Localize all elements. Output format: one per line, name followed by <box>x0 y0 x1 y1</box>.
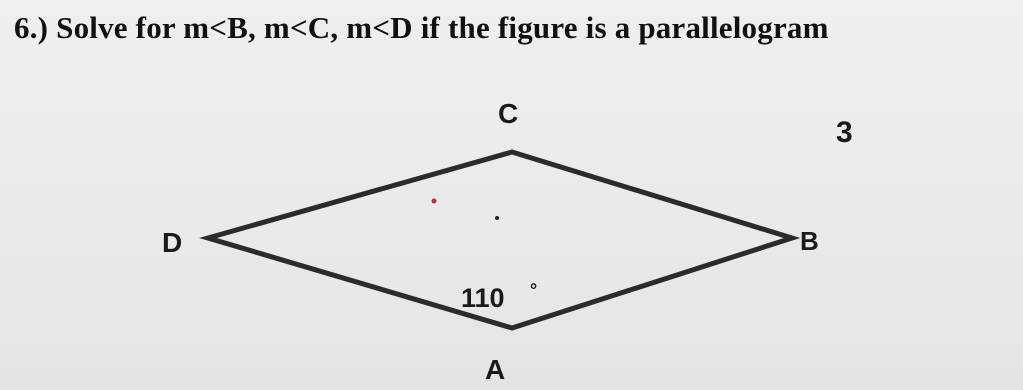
vertex-label-a: A <box>485 354 506 385</box>
vertex-label-c: C <box>498 98 519 129</box>
stray-mark-label: 3 <box>836 116 853 149</box>
angle-label: 110 <box>461 283 505 313</box>
question-text: 6.) Solve for m<B, m<C, m<D if the figure is a parallelogram <box>14 10 829 45</box>
vertex-label-b: B <box>800 226 819 256</box>
red-mark <box>432 199 437 204</box>
degree-symbol: ° <box>530 280 538 300</box>
center-dot <box>495 216 499 220</box>
vertex-label-d: D <box>162 227 183 258</box>
